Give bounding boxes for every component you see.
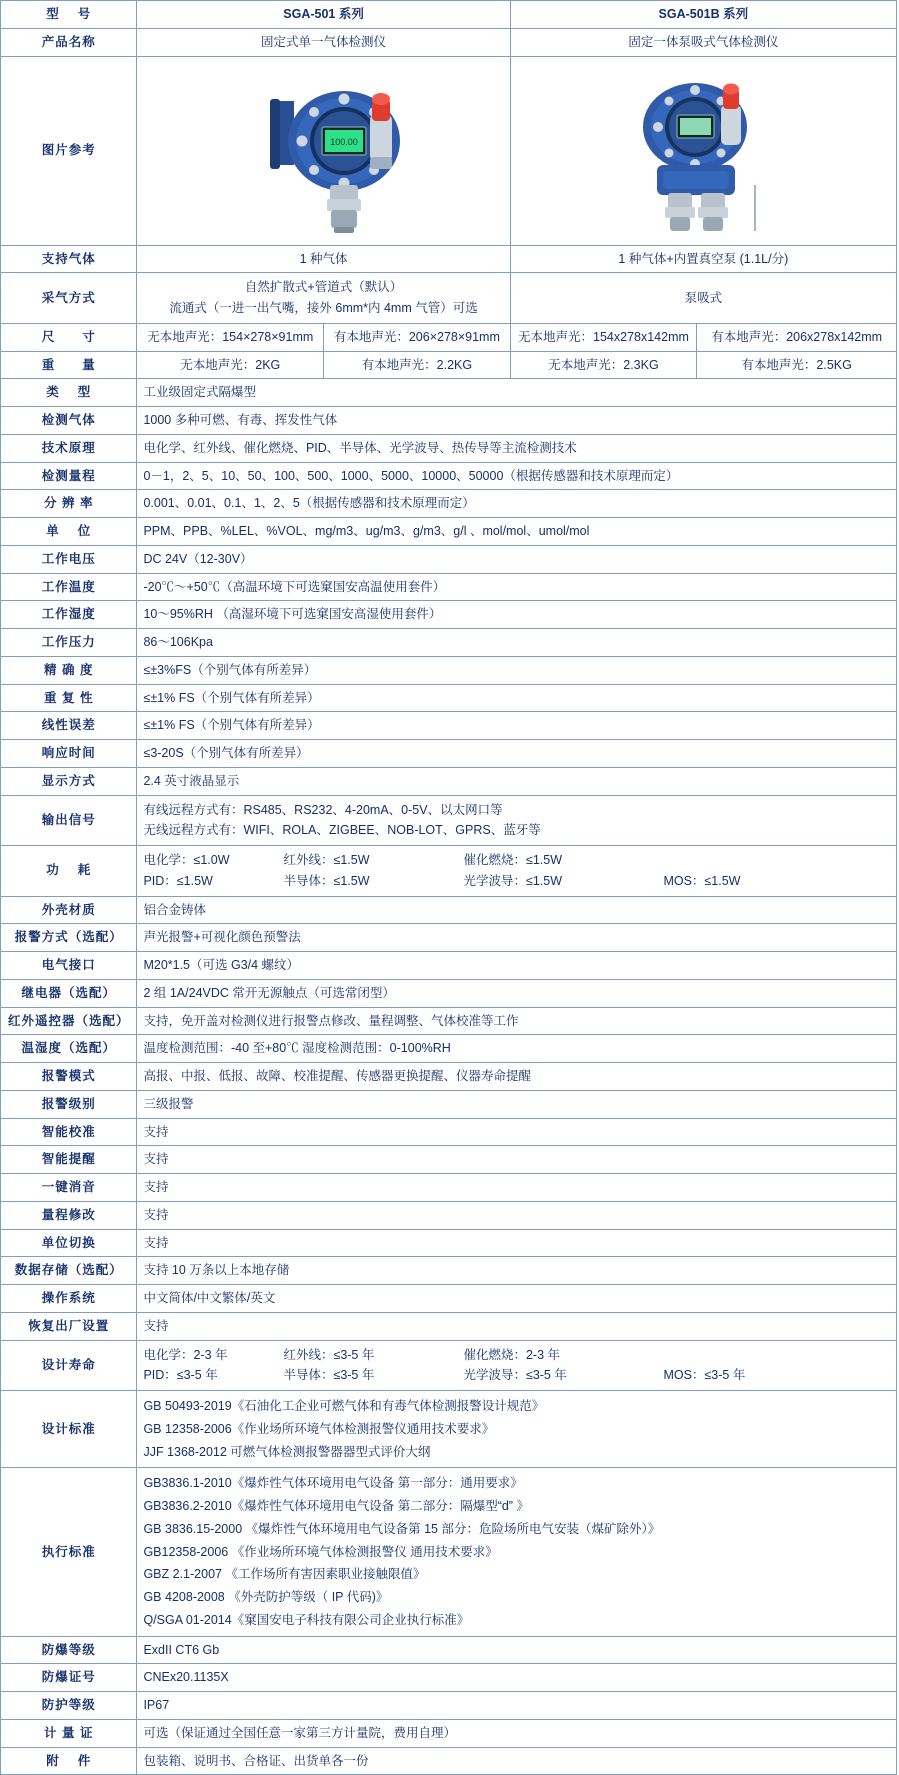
device-illustration-wall <box>143 63 503 239</box>
exec-std-line-1: GB3836.1-2010《爆炸性气体环境用电气设备 第一部分：通用要求》 <box>143 1476 523 1491</box>
range-value: 0－1，2、5、10、50、100、500、1000、5000、10000、50000（根据传感器和技术原理而定） <box>137 462 897 490</box>
table-row-weight <box>1 351 897 379</box>
row-label-alarm-mode-opt: 报警方式（选配） <box>1 924 137 952</box>
table-row-pressure <box>1 629 897 657</box>
unit-switch-value: 支持 <box>137 1229 897 1257</box>
detect-gas-value: 1000 多种可燃、有毒、挥发性气体 <box>137 407 897 435</box>
row-label-size: 尺 寸 <box>1 323 137 351</box>
row-label-type: 类 型 <box>1 379 137 407</box>
product-image-2 <box>510 56 896 245</box>
power-r2c2: 半导体：≤1.5W <box>283 873 370 888</box>
smart-cal-value: 支持 <box>137 1118 897 1146</box>
exec-std-line-3: GB 3836.15-2000 《爆炸性气体环境用电气设备第 15 部分：危险场所电气安装（煤矿除外）》 <box>143 1521 661 1536</box>
exec-std-line-6: GB 4208-2008 《外壳防护等级（ IP 代码)》 <box>143 1590 389 1604</box>
table-row-range <box>1 462 897 490</box>
linearity-value: ≤±1% FS（个别气体有所差异） <box>137 712 897 740</box>
exec-std-line-7: Q/SGA 01-2014《窠国安电子科技有限公司企业执行标准》 <box>143 1612 470 1627</box>
accuracy-value: ≤±3%FS（个别气体有所差异） <box>137 656 897 684</box>
life-r2c4: MOS：≤3-5 年 <box>663 1368 746 1383</box>
model-col1: SGA-501 系列 <box>137 1 510 29</box>
table-row-accessories <box>1 1747 897 1775</box>
humidity-value: 10～95%RH （高湿环境下可选窠国安高湿使用套件） <box>137 601 897 629</box>
row-label-temp-hum-opt: 温湿度（选配） <box>1 1035 137 1063</box>
row-label-os: 操作系统 <box>1 1285 137 1313</box>
power-line2 <box>143 871 890 892</box>
row-label-detect-gas: 检测气体 <box>1 407 137 435</box>
type-value: 工业级固定式隔爆型 <box>137 379 897 407</box>
table-row-model <box>1 1 897 29</box>
power-value <box>137 846 897 897</box>
product-name-col1: 固定式单一气体检测仪 <box>137 28 510 56</box>
row-label-response: 响应时间 <box>1 740 137 768</box>
alarm-modes-value: 高报、中报、低报、故障、校准提醒、传感器更换提醒、仪器寿命提醒 <box>137 1063 897 1091</box>
table-row-output <box>1 795 897 846</box>
table-row-linearity <box>1 712 897 740</box>
row-label-remote: 红外遥控器（选配） <box>1 1007 137 1035</box>
temp-hum-opt-value: 温度检测范围：-40 至+80℃ 湿度检测范围：0-100%RH <box>137 1035 897 1063</box>
product-name-col2: 固定一体泵吸式气体检测仪 <box>510 28 896 56</box>
weight-c4: 有本地声光：2.5KG <box>697 351 897 379</box>
table-row-one-key-mute <box>1 1174 897 1202</box>
exec-std-line-2: GB3836.2-2010《爆炸性气体环境用电气设备 第二部分：隔爆型“d” 》 <box>143 1499 529 1513</box>
row-label-product-name: 产品名称 <box>1 28 137 56</box>
weight-c2: 有本地声光：2.2KG <box>324 351 511 379</box>
table-row-detect-gas <box>1 407 897 435</box>
electrical-value: M20*1.5（可选 G3/4 螺纹） <box>137 952 897 980</box>
life-r1c3: 催化燃烧：2-3 年 <box>463 1347 560 1362</box>
row-label-voltage: 工作电压 <box>1 545 137 573</box>
sampling-col1-line1: 自然扩散式+管道式（默认） <box>244 280 403 295</box>
row-label-relay: 继电器（选配） <box>1 979 137 1007</box>
row-label-range: 检测量程 <box>1 462 137 490</box>
table-row-humidity <box>1 601 897 629</box>
pressure-value: 86～106Kpa <box>137 629 897 657</box>
ip-grade-value: IP67 <box>137 1692 897 1720</box>
design-std-line-1: GB 50493-2019《石油化工企业可燃气体和有毒气体检测报警设计规范》 <box>143 1399 545 1413</box>
row-label-sampling: 采气方式 <box>1 273 137 324</box>
row-label-linearity: 线性误差 <box>1 712 137 740</box>
life-r2c1: PID：≤3-5 年 <box>143 1368 218 1383</box>
row-label-output: 输出信号 <box>1 795 137 846</box>
table-row-temperature <box>1 573 897 601</box>
row-label-life: 设计寿命 <box>1 1340 137 1391</box>
row-label-smart-remind: 智能提醒 <box>1 1146 137 1174</box>
table-row-resolution <box>1 490 897 518</box>
svg-text:100.00: 100.00 <box>329 136 358 147</box>
row-label-factory-reset: 恢复出厂设置 <box>1 1312 137 1340</box>
device-illustration-pump <box>517 63 890 239</box>
power-r1c1: 电化学：≤1.0W <box>143 853 230 867</box>
support-gas-col2: 1 种气体+内置真空泵 (1.1L/分) <box>510 245 896 273</box>
row-label-alarm-levels: 报警级别 <box>1 1090 137 1118</box>
life-line2 <box>143 1365 890 1386</box>
row-label-unit: 单 位 <box>1 518 137 546</box>
row-label-repeatability: 重 复 性 <box>1 684 137 712</box>
table-row-smart-cal <box>1 1118 897 1146</box>
table-row-os <box>1 1285 897 1313</box>
accessories-value: 包装箱、说明书、合格证、出货单各一份 <box>137 1747 897 1775</box>
data-storage-value: 支持 10 万条以上本地存储 <box>137 1257 897 1285</box>
power-r2c1: PID：≤1.5W <box>143 873 213 888</box>
row-label-one-key-mute: 一键消音 <box>1 1174 137 1202</box>
row-label-accuracy: 精 确 度 <box>1 656 137 684</box>
range-modify-value: 支持 <box>137 1201 897 1229</box>
sampling-col2: 泵吸式 <box>510 273 896 324</box>
row-label-electrical: 电气接口 <box>1 952 137 980</box>
row-label-ex-grade: 防爆等级 <box>1 1636 137 1664</box>
factory-reset-value: 支持 <box>137 1312 897 1340</box>
table-row-product-name <box>1 28 897 56</box>
sampling-col1-line2: 流通式（一进一出气嘴，接外 6mm*内 4mm 气管）可选 <box>169 301 478 315</box>
table-row-temp-hum-opt <box>1 1035 897 1063</box>
repeatability-value: ≤±1% FS（个别气体有所差异） <box>137 684 897 712</box>
support-gas-col1: 1 种气体 <box>137 245 510 273</box>
table-row-relay <box>1 979 897 1007</box>
life-r2c2: 半导体：≤3-5 年 <box>283 1368 375 1383</box>
design-std-line-3: JJF 1368-2012 可燃气体检测报警器器型式评价大纲 <box>143 1444 431 1459</box>
power-line1 <box>143 850 890 871</box>
size-c1: 无本地声光：154×278×91mm <box>137 323 324 351</box>
ex-grade-value: ExdII CT6 Gb <box>137 1636 897 1664</box>
table-row-life <box>1 1340 897 1391</box>
ex-cert-value: CNEx20.1135X <box>137 1664 897 1692</box>
exec-std-value <box>137 1468 897 1636</box>
pump-gas-detector-icon <box>573 65 833 237</box>
table-row-repeatability <box>1 684 897 712</box>
row-label-range-modify: 量程修改 <box>1 1201 137 1229</box>
power-r1c2: 红外线：≤1.5W <box>283 853 370 867</box>
table-row-design-std <box>1 1391 897 1468</box>
table-row-metering-cert <box>1 1719 897 1747</box>
life-line1 <box>143 1345 890 1366</box>
design-std-value <box>137 1391 897 1468</box>
alarm-levels-value: 三级报警 <box>137 1090 897 1118</box>
life-r1c1: 电化学：2-3 年 <box>143 1347 228 1362</box>
table-row-sampling <box>1 273 897 324</box>
resolution-value: 0.001、0.01、0.1、1、2、5（根据传感器和技术原理而定） <box>137 490 897 518</box>
weight-c3: 无本地声光：2.3KG <box>510 351 697 379</box>
table-row-remote <box>1 1007 897 1035</box>
table-row-alarm-modes <box>1 1063 897 1091</box>
row-label-temperature: 工作温度 <box>1 573 137 601</box>
shell-value: 铝合金铸体 <box>137 896 897 924</box>
row-label-metering-cert: 计 量 证 <box>1 1719 137 1747</box>
row-label-principle: 技术原理 <box>1 434 137 462</box>
table-row-power <box>1 846 897 897</box>
table-row-smart-remind <box>1 1146 897 1174</box>
row-label-pressure: 工作压力 <box>1 629 137 657</box>
table-row-ex-grade <box>1 1636 897 1664</box>
output-line1: 有线远程方式有：RS485、RS232、4-20mA、0-5V、以太网口等 <box>143 802 503 817</box>
metering-cert-value: 可选（保证通过全国任意一家第三方计量院，费用自理） <box>137 1719 897 1747</box>
row-label-accessories: 附 件 <box>1 1747 137 1775</box>
row-label-image: 图片参考 <box>1 56 137 245</box>
table-row-ex-cert <box>1 1664 897 1692</box>
response-value: ≤3-20S（个别气体有所差异） <box>137 740 897 768</box>
life-value <box>137 1340 897 1391</box>
exec-std-line-4: GB12358-2006 《作业场所环境气体检测报警仪 通用技术要求》 <box>143 1544 498 1559</box>
row-label-unit-switch: 单位切换 <box>1 1229 137 1257</box>
row-label-design-std: 设计标准 <box>1 1391 137 1468</box>
table-row-accuracy <box>1 656 897 684</box>
model-col2: SGA-501B 系列 <box>510 1 896 29</box>
row-label-ex-cert: 防爆证号 <box>1 1664 137 1692</box>
table-row-support-gas <box>1 245 897 273</box>
temperature-value: -20℃～+50℃（高温环境下可选窠国安高温使用套件） <box>137 573 897 601</box>
table-row-factory-reset <box>1 1312 897 1340</box>
output-line2: 无线远程方式有：WIFI、ROLA、ZIGBEE、NOB-LOT、GPRS、蓝牙等 <box>143 823 541 838</box>
gas-detector-icon <box>194 65 454 237</box>
row-label-model: 型 号 <box>1 1 137 29</box>
row-label-smart-cal: 智能校准 <box>1 1118 137 1146</box>
power-r2c4: MOS：≤1.5W <box>663 873 741 888</box>
row-label-power: 功 耗 <box>1 846 137 897</box>
row-label-weight: 重 量 <box>1 351 137 379</box>
row-label-data-storage: 数据存储（选配） <box>1 1257 137 1285</box>
life-r1c2: 红外线：≤3-5 年 <box>283 1347 375 1362</box>
row-label-ip-grade: 防护等级 <box>1 1692 137 1720</box>
table-row-image <box>1 56 897 245</box>
table-row-exec-std <box>1 1468 897 1636</box>
alarm-mode-opt-value: 声光报警+可视化颜色预警法 <box>137 924 897 952</box>
principle-value: 电化学、红外线、催化燃烧、PID、半导体、光学波导、热传导等主流检测技术 <box>137 434 897 462</box>
relay-value: 2 组 1A/24VDC 常开无源触点（可选常闭型） <box>137 979 897 1007</box>
power-r2c3: 光学波导：≤1.5W <box>463 873 562 888</box>
row-label-alarm-modes: 报警模式 <box>1 1063 137 1091</box>
display-value: 2.4 英寸液晶显示 <box>137 767 897 795</box>
design-std-line-2: GB 12358-2006《作业场所环境气体检测报警仪通用技术要求》 <box>143 1421 495 1436</box>
table-row-size <box>1 323 897 351</box>
table-row-voltage <box>1 545 897 573</box>
life-r2c3: 光学波导：≤3-5 年 <box>463 1368 567 1383</box>
smart-remind-value: 支持 <box>137 1146 897 1174</box>
output-value <box>137 795 897 846</box>
remote-value: 支持，免开盖对检测仪进行报警点修改、量程调整、气体校准等工作 <box>137 1007 897 1035</box>
sampling-col1 <box>137 273 510 324</box>
exec-std-line-5: GBZ 2.1-2007 《工作场所有害因素职业接触限值》 <box>143 1567 426 1582</box>
row-label-display: 显示方式 <box>1 767 137 795</box>
table-row-alarm-levels <box>1 1090 897 1118</box>
table-row-principle <box>1 434 897 462</box>
row-label-resolution: 分 辨 率 <box>1 490 137 518</box>
table-row-response <box>1 740 897 768</box>
life-r1c4 <box>663 1346 783 1365</box>
product-image-1 <box>137 56 510 245</box>
os-value: 中文简体/中文繁体/英文 <box>137 1285 897 1313</box>
table-row-display <box>1 767 897 795</box>
table-row-alarm-mode-opt <box>1 924 897 952</box>
voltage-value: DC 24V（12-30V） <box>137 545 897 573</box>
table-row-unit-switch <box>1 1229 897 1257</box>
power-r1c4 <box>663 851 783 870</box>
row-label-support-gas: 支持气体 <box>1 245 137 273</box>
size-c2: 有本地声光：206×278×91mm <box>324 323 511 351</box>
row-label-shell: 外壳材质 <box>1 896 137 924</box>
power-r1c3: 催化燃烧：≤1.5W <box>463 853 562 867</box>
table-row-ip-grade <box>1 1692 897 1720</box>
row-label-humidity: 工作湿度 <box>1 601 137 629</box>
row-label-exec-std: 执行标准 <box>1 1468 137 1636</box>
table-row-data-storage <box>1 1257 897 1285</box>
table-row-range-modify <box>1 1201 897 1229</box>
weight-c1: 无本地声光：2KG <box>137 351 324 379</box>
table-row-unit <box>1 518 897 546</box>
size-c4: 有本地声光：206x278x142mm <box>697 323 897 351</box>
table-row-type <box>1 379 897 407</box>
table-row-electrical <box>1 952 897 980</box>
size-c3: 无本地声光：154x278x142mm <box>510 323 697 351</box>
table-row-shell <box>1 896 897 924</box>
unit-value: PPM、PPB、%LEL、%VOL、mg/m3、ug/m3、g/m3、g/l 、mol/mol、umol/mol <box>137 518 897 546</box>
one-key-mute-value: 支持 <box>137 1174 897 1202</box>
